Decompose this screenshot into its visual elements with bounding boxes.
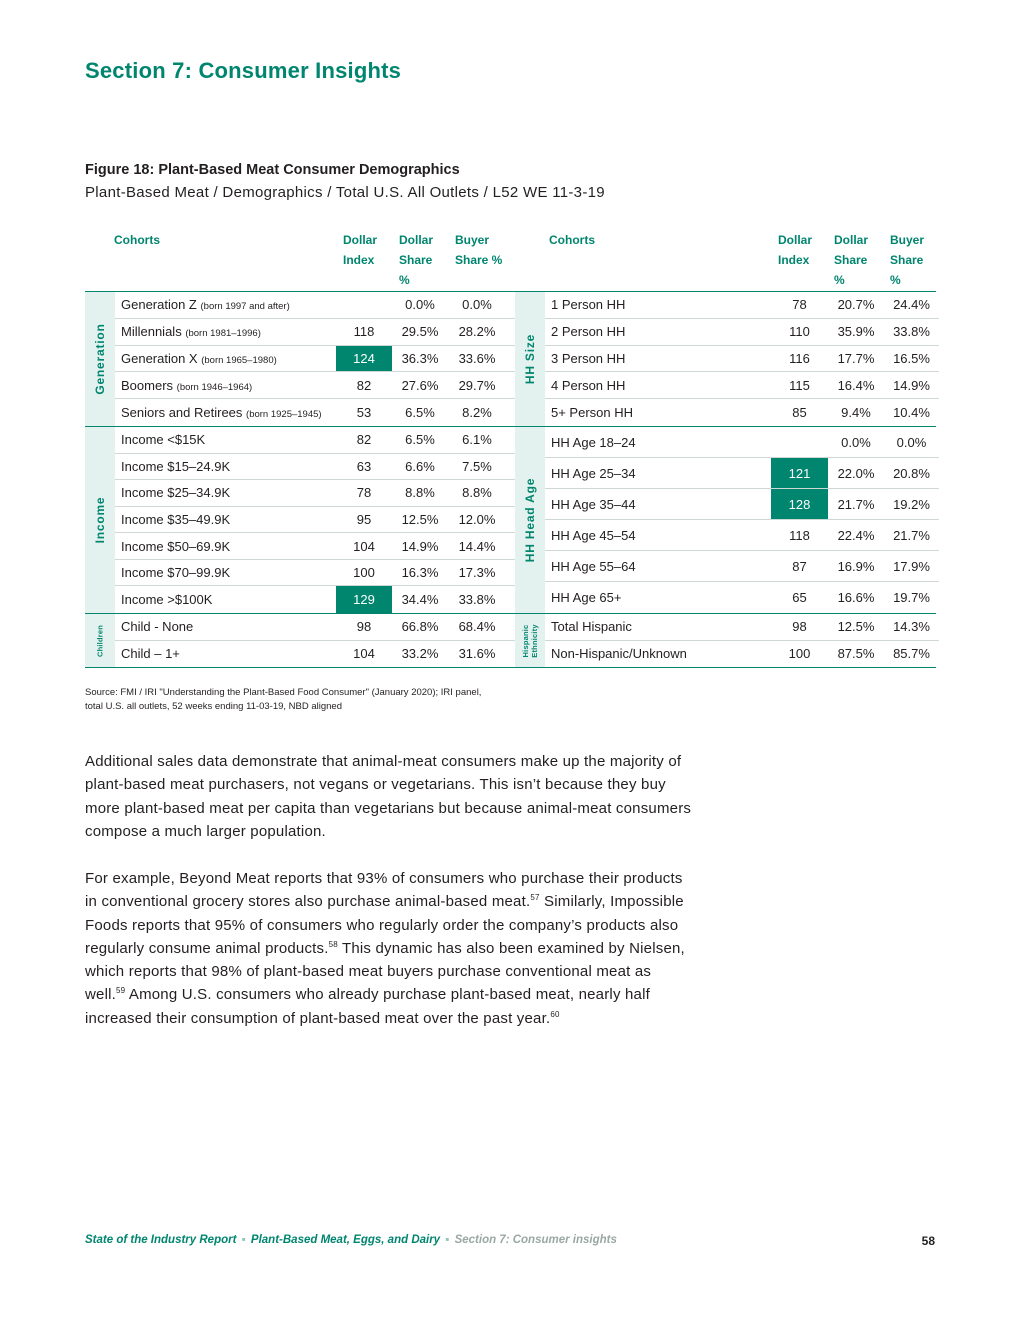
cohort-label [115, 512, 336, 527]
dollar-share-cell: 9.4% [841, 405, 871, 421]
cohort-note: (born 1981–1996) [185, 328, 261, 340]
source-line-1: Source: FMI / IRI "Understanding the Plant-Based Food Consumer" (January 2020); IRI panel, [85, 687, 482, 698]
buyer-share-cell: 14.9% [893, 377, 930, 393]
cohort-label [545, 351, 771, 366]
group-label-band [85, 292, 115, 426]
header-dollar-share-right: Dollar Share % [834, 233, 869, 287]
table-row [115, 533, 515, 560]
buyer-share-cell: 0.0% [896, 434, 927, 450]
cohort-label [545, 297, 771, 312]
table-row [115, 454, 515, 481]
cohort-label [545, 646, 771, 661]
dollar-index-cell: 63 [356, 458, 372, 474]
dollar-index-cell: 124 [336, 346, 392, 372]
table-row [545, 641, 939, 668]
cohort-label [115, 565, 336, 580]
cohort-label [115, 297, 336, 312]
dollar-index-cell: 98 [792, 619, 807, 635]
table-row [545, 372, 939, 399]
buyer-share-cell: 19.2% [893, 496, 930, 512]
dollar-share-cell: 14.9% [401, 538, 439, 554]
dollar-share-cell: 16.4% [837, 377, 875, 393]
dollar-share-cell: 17.7% [837, 350, 875, 366]
cohort-name: Generation X [121, 350, 198, 366]
dollar-share-cell: 12.5% [837, 619, 875, 635]
dollar-index-cell: 121 [771, 458, 828, 488]
group-label-band [515, 614, 545, 667]
cohort-label [545, 324, 771, 339]
buyer-share-cell: 28.2% [458, 324, 496, 340]
buyer-share-cell: 33.8% [893, 324, 930, 340]
table-row [545, 346, 939, 373]
cohort-label [545, 405, 771, 420]
buyer-share-cell: 33.8% [458, 592, 496, 608]
cohort-name: Income $70–99.9K [121, 565, 231, 581]
header-cohorts-left: Cohorts [114, 233, 160, 247]
dollar-index-cell: 85 [792, 405, 807, 421]
dollar-share-cell: 6.6% [405, 458, 435, 474]
buyer-share-cell: 10.4% [893, 405, 930, 421]
figure-subtitle: Plant-Based Meat / Demographics / Total U.S. All Outlets / L52 WE 11-3-19 [85, 184, 605, 201]
dollar-index-cell: 100 [788, 646, 811, 662]
dollar-share-cell: 6.5% [405, 432, 435, 448]
cohort-label [115, 485, 336, 500]
header-dollar-index-left: Dollar Index [343, 233, 378, 267]
footer-topic: Plant-Based Meat, Eggs, and Dairy [250, 1234, 441, 1246]
source-line-2: total U.S. all outlets, 52 weeks ending 11-03-19, NBD aligned [85, 701, 343, 712]
buyer-share-cell: 8.2% [462, 405, 492, 421]
dollar-index-cell: 128 [771, 489, 828, 519]
cohort-label [545, 559, 771, 574]
dollar-index-cell: 82 [356, 377, 372, 393]
buyer-share-cell: 33.6% [458, 350, 496, 366]
group-label: Income [93, 496, 107, 544]
cohort-label [545, 466, 771, 481]
cohort-label [115, 592, 336, 607]
header-dollar-share-left: Dollar Share % [399, 233, 434, 287]
cohort-label [545, 528, 771, 543]
cohort-label [115, 432, 336, 447]
group-label: Hispanic Ethnicity [521, 623, 539, 658]
footer [85, 1234, 617, 1246]
header-buyer-share-right: Buyer Share % [890, 233, 925, 287]
dollar-share-cell: 35.9% [837, 324, 875, 340]
table-body [85, 291, 936, 668]
cohort-label [545, 435, 771, 450]
cohort-name: HH Age 18–24 [551, 434, 636, 450]
paragraph-text: Similarly, Impossible Foods reports that 95% of consumers who regularly order the company’s products also regularly consume animal products. [85, 893, 684, 957]
dollar-share-cell: 22.0% [837, 465, 875, 481]
dollar-share-cell: 21.7% [837, 496, 875, 512]
cohort-name: 1 Person HH [551, 297, 626, 313]
buyer-share-cell: 29.7% [458, 377, 496, 393]
figure-title: Figure 18: Plant-Based Meat Consumer Demographics [85, 162, 460, 178]
dollar-share-cell: 6.5% [405, 405, 435, 421]
dollar-index-cell: 118 [789, 527, 810, 543]
dollar-index-cell: 65 [792, 590, 807, 605]
cohort-name: 4 Person HH [551, 377, 626, 393]
buyer-share-cell: 17.9% [893, 558, 930, 574]
dollar-index-cell: 116 [789, 350, 810, 366]
table-row [545, 292, 939, 319]
dollar-share-cell: 33.2% [401, 646, 439, 662]
table-row [545, 399, 939, 426]
header-buyer-share-left: Buyer Share % [455, 233, 503, 267]
table-row [115, 586, 515, 613]
cohort-label [115, 539, 336, 554]
cohort-note: (born 1965–1980) [201, 354, 277, 366]
table-row [115, 319, 515, 346]
cohort-name: HH Age 35–44 [551, 496, 636, 512]
dollar-index-cell: 87 [792, 558, 807, 574]
paragraph-text: Among U.S. consumers who already purchase plant-based meat, nearly half increased their consumption of plant-based meat over the past year. [85, 986, 650, 1027]
buyer-share-cell: 16.5% [893, 350, 930, 366]
dollar-share-cell: 16.9% [837, 558, 875, 574]
table-group [85, 426, 936, 613]
footer-report: State of the Industry Report [85, 1234, 237, 1246]
footer-section: Section 7: Consumer insights [454, 1234, 617, 1246]
cohort-name: Income $15–24.9K [121, 458, 231, 474]
cohort-note: (born 1925–1945) [246, 409, 322, 421]
dollar-share-cell: 29.5% [401, 324, 439, 340]
cohort-label [545, 378, 771, 393]
cohort-name: Income $50–69.9K [121, 538, 231, 554]
dollar-share-cell: 16.3% [401, 565, 439, 581]
paragraph-text: This dynamic has also been examined by Nielsen, which reports that 98% of plant-based meat buyers purchase conventional meat as well. [85, 939, 685, 1004]
table-row [545, 614, 939, 641]
table-row [115, 399, 515, 426]
paragraph-1: Additional sales data demonstrate that animal-meat consumers make up the majority of plant-based meat purchasers, not vegans or vegetarians. This isn’t because they buy more plant-based meat per capita than vegetarians but because animal-meat consumers compose a much larger population. [85, 753, 692, 840]
buyer-share-cell: 68.4% [458, 619, 496, 635]
group-label-band [85, 427, 115, 613]
buyer-share-cell: 19.7% [893, 590, 930, 605]
table-row [115, 614, 515, 641]
paragraph-text: For example, Beyond Meat reports that 93% of consumers who purchase their products in conventional grocery stores also purchase animal-based meat. [85, 870, 683, 911]
cohort-name: HH Age 55–64 [551, 558, 636, 574]
dollar-index-cell: 95 [356, 511, 372, 527]
footnote-ref[interactable]: 60 [550, 1009, 560, 1019]
cohort-label [115, 351, 336, 366]
cohort-name: 5+ Person HH [551, 405, 634, 421]
dollar-index-cell: 98 [356, 619, 372, 635]
cohort-name: Income >$100K [121, 592, 213, 608]
group-label-band [85, 614, 115, 667]
dollar-index-cell: 82 [356, 432, 372, 448]
cohort-note: (born 1946–1964) [176, 381, 253, 393]
cohort-label [115, 378, 336, 393]
table-row [115, 346, 515, 373]
dollar-index-cell: 129 [336, 586, 392, 613]
dollar-index-cell [771, 427, 828, 457]
page-number: 58 [921, 1234, 935, 1248]
cohort-label [115, 459, 336, 474]
table-row [115, 560, 515, 587]
dollar-share-cell: 0.0% [841, 434, 871, 450]
dollar-index-cell: 104 [353, 538, 375, 554]
cohort-label [545, 619, 771, 634]
dollar-index-cell: 53 [356, 405, 372, 421]
dollar-index-cell: 78 [356, 485, 372, 501]
buyer-share-cell: 24.4% [893, 297, 930, 313]
table-row [115, 641, 515, 668]
buyer-share-cell: 8.8% [462, 485, 492, 501]
dollar-share-cell: 16.6% [837, 590, 875, 605]
dollar-index-cell: 100 [353, 565, 375, 581]
demographics-table [85, 230, 936, 668]
group-label-band [515, 427, 545, 613]
cohort-name: HH Age 25–34 [551, 465, 636, 481]
buyer-share-cell: 14.3% [893, 619, 930, 635]
cohort-name: Seniors and Retirees [121, 405, 243, 421]
cohort-label [115, 324, 336, 339]
dollar-share-cell: 20.7% [837, 297, 875, 313]
cohort-name: Millennials [121, 324, 182, 340]
table-row [545, 520, 939, 551]
table-row [545, 489, 939, 520]
dollar-share-cell: 8.8% [405, 485, 435, 501]
source-note [85, 686, 605, 714]
cohort-name: Income <$15K [121, 432, 206, 448]
cohort-name: HH Age 45–54 [551, 527, 636, 543]
table-group [85, 291, 936, 426]
cohort-label [115, 619, 336, 634]
header-dollar-index-right: Dollar Index [778, 233, 813, 267]
dollar-index-cell: 115 [789, 377, 810, 393]
dollar-share-cell: 22.4% [837, 527, 875, 543]
dollar-index-cell: 110 [789, 324, 810, 340]
table-row [115, 480, 515, 507]
buyer-share-cell: 21.7% [893, 527, 930, 543]
cohort-name: 2 Person HH [551, 324, 626, 340]
cohort-label [545, 590, 771, 605]
cohort-note: (born 1997 and after) [200, 301, 290, 313]
paragraph-2 [85, 867, 695, 1030]
dollar-index-cell: 78 [792, 297, 807, 313]
group-label: HH Head Age [523, 477, 537, 563]
footnote-ref[interactable]: 58 [328, 939, 338, 949]
buyer-share-cell: 85.7% [893, 646, 930, 662]
cohort-name: HH Age 65+ [551, 590, 622, 605]
table-row [545, 427, 939, 458]
dollar-index-cell: 104 [353, 646, 375, 662]
table-row [545, 582, 939, 613]
group-label-band [515, 292, 545, 426]
table-row [115, 427, 515, 454]
header-cohorts-right: Cohorts [549, 233, 595, 247]
cohort-label [115, 405, 336, 420]
footer-separator: ▪ [445, 1234, 450, 1246]
buyer-share-cell: 6.1% [462, 432, 492, 448]
table-group [85, 613, 936, 668]
dollar-index-cell [336, 292, 392, 318]
footnote-ref[interactable]: 59 [116, 986, 126, 996]
table-header [85, 230, 936, 291]
cohort-label [545, 497, 771, 512]
cohort-name: Income $35–49.9K [121, 511, 231, 527]
cohort-name: Child - None [121, 619, 194, 635]
cohort-name: 3 Person HH [551, 350, 626, 366]
dollar-index-cell: 118 [353, 324, 375, 340]
cohort-name: Generation Z [121, 297, 197, 313]
dollar-share-cell: 66.8% [401, 619, 439, 635]
buyer-share-cell: 17.3% [458, 565, 496, 581]
table-row [545, 551, 939, 582]
buyer-share-cell: 14.4% [458, 538, 496, 554]
buyer-share-cell: 12.0% [458, 511, 496, 527]
dollar-share-cell: 34.4% [401, 592, 439, 608]
cohort-name: Total Hispanic [551, 619, 632, 635]
cohort-name: Non-Hispanic/Unknown [551, 646, 687, 662]
cohort-name: Income $25–34.9K [121, 485, 231, 501]
buyer-share-cell: 31.6% [458, 646, 496, 662]
table-row [115, 372, 515, 399]
group-label: Generation [93, 323, 107, 395]
footnote-ref[interactable]: 57 [530, 893, 540, 903]
dollar-share-cell: 36.3% [401, 350, 439, 366]
cohort-label [115, 646, 336, 661]
cohort-name: Boomers [121, 377, 174, 393]
buyer-share-cell: 7.5% [462, 458, 492, 474]
table-row [115, 292, 515, 319]
section-title: Section 7: Consumer Insights [85, 58, 402, 83]
group-label: HH Size [523, 333, 537, 385]
dollar-share-cell: 87.5% [837, 646, 875, 662]
buyer-share-cell: 0.0% [462, 297, 492, 313]
group-label: Children [95, 624, 105, 657]
dollar-share-cell: 12.5% [401, 511, 439, 527]
footer-separator: ▪ [241, 1234, 246, 1246]
table-row [545, 458, 939, 489]
table-row [115, 507, 515, 534]
dollar-share-cell: 0.0% [405, 297, 435, 313]
buyer-share-cell: 20.8% [893, 465, 930, 481]
dollar-share-cell: 27.6% [401, 377, 439, 393]
cohort-name: Child – 1+ [121, 646, 180, 662]
table-row [545, 319, 939, 346]
